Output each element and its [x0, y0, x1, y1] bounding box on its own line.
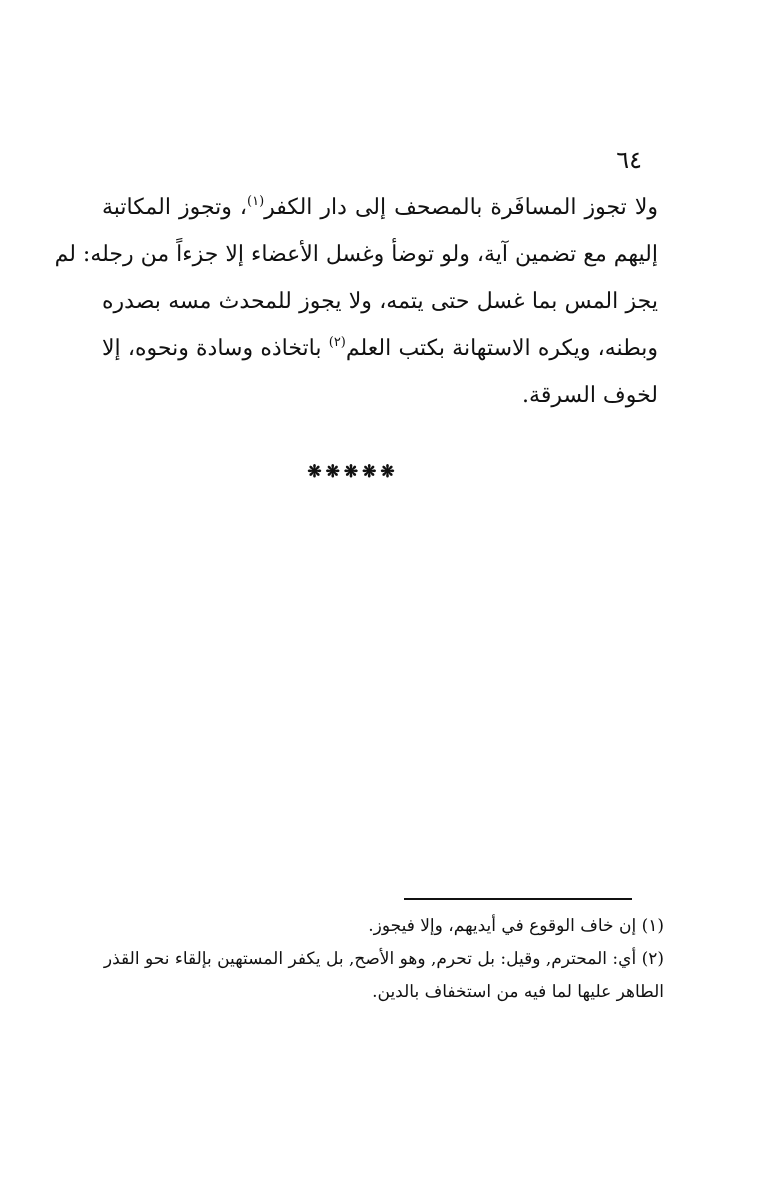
paragraph-line-4-text-a: وبطنه، ويكره الاستهانة بكتب العلم [345, 336, 658, 361]
paragraph-line-1-text-a: ولا تجوز المسافَرة بالمصحف إلى دار الكفر [264, 195, 658, 220]
footnote-ref-2[interactable]: (٢) [328, 335, 346, 350]
paragraph-line-1 [102, 184, 658, 231]
paragraph-line-5: لخوف السرقة. [522, 383, 658, 408]
footnote-1: (١) إن خاف الوقوع في أيديهم، وإلا فيجوز. [368, 916, 664, 936]
paragraph-line-2: إليهم مع تضمين آية، ولو توضأ وغسل الأعضاء إلا جزءاً من رجله: لم [54, 242, 658, 267]
main-paragraph [54, 184, 658, 419]
paragraph-line-4 [102, 325, 658, 372]
footnote-divider-line [404, 898, 632, 900]
paragraph-line-3: يجز المس بما غسل حتى يتمه، ولا يجوز للمحدث مسه بصدره [102, 289, 658, 314]
page-number: ٦٤ [616, 146, 642, 174]
paragraph-line-4-text-b: باتخاذه وسادة ونحوه، إلا [102, 336, 329, 361]
paragraph-line-1-text-b: ، وتجوز المكاتبة [102, 195, 248, 220]
footnote-ref-1[interactable]: (١) [247, 194, 265, 209]
footnote-2: (٢) أي: المحترم, وقيل: بل تحرم, وهو الأصح, بل يكفر المستهين بإلقاء نحو القذر الطاهر عليها لما فيه من استخفاف بالدين. [103, 949, 664, 1002]
footnotes-section [100, 910, 664, 1009]
section-separator-stars: ❋❋❋❋❋ [307, 462, 399, 482]
